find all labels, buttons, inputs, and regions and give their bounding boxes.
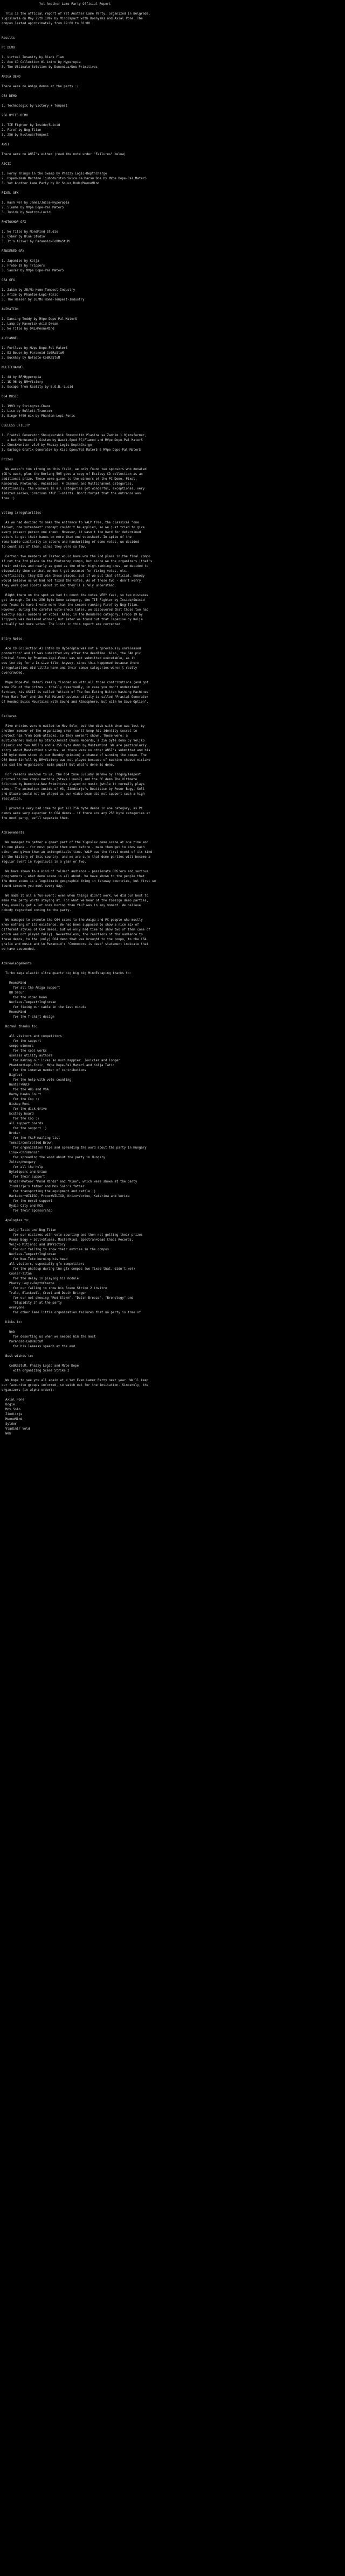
report-line: "Stupidity 3" at the party [2, 1301, 62, 1305]
report-line [2, 99, 343, 104]
report-line [2, 1374, 343, 1378]
report-line: 3. No Title by ONL/MeoneMind [2, 327, 54, 331]
report-line: Additionally, the winners in all categories got wonderful, exceptional, very [2, 487, 145, 491]
report-line [2, 957, 343, 962]
report-line: C64 GFX [2, 279, 15, 282]
report-line: Solution by Demonica-New Primitives played no music (while it normally plays [2, 783, 145, 786]
report-line: remarkable similarity in colors and handwriting of some votes, we decided [2, 541, 139, 544]
report-line: MeoneMind [2, 1418, 23, 1421]
report-line: if not the 3rd place in the Photoshop compo, but since we the organizers (that's [2, 560, 153, 563]
report-line: their entries and nearly as good as the other high-ranking ones, we decided to [2, 565, 149, 568]
report-line: of Wooded Swiss Mountains with Sound and Atmosphere, but with No Save Option". [2, 701, 149, 704]
report-line: found someone you meet every day. [2, 885, 64, 888]
report-line: resolution. [2, 797, 23, 801]
report-line: multichannel module by Stanx/Joncat Chaos Records, a 256 byte demo by Veljko [2, 739, 145, 743]
report-line: Sylder [2, 1423, 17, 1426]
report-line: Mov Solo [2, 1408, 20, 1411]
report-line: Zindiirje's father and Mov Solo's father [2, 1185, 85, 1188]
report-line: 256 byte demo stood it our Bunddy opinion) a chance of winning the compo. The [2, 754, 147, 757]
report-line: There were no Amiga demos at the party :( [2, 85, 79, 88]
report-line: make the party worth staying at. For what we hear of the foreign demo parties, [2, 899, 149, 902]
report-line: organizers (in alpha order): [2, 1389, 54, 1392]
report-line [2, 1030, 343, 1034]
report-line: For reasons unknown to us, the C64 tune Lullaby Bennko by Trogog/Tempest [2, 773, 141, 776]
report-line [2, 1393, 343, 1398]
report-line: 2. Ace CD Collection #1 intro by Hyperopia [2, 61, 81, 64]
report-line: 3. It's Alive! by Paranoid-CoBRaStuM [2, 240, 70, 243]
report-line: C64 MUSIC [2, 395, 19, 398]
report-line: for organization tips and spreading the word about the party in Hungary [2, 1146, 147, 1150]
report-line: they usually get a lot more boring than YALP was in any moment. We believe [2, 904, 141, 907]
report-line: for spreading the word about the party in Hungary [2, 1156, 105, 1159]
report-line [2, 802, 343, 807]
report-line: other and given them an unforgettable time. YALP was the first event of its kind [2, 851, 153, 854]
report-line: for transporting the equipment and cattle :) [2, 1190, 96, 1193]
report-line: got through. In the 256 Byte Demo category, the TIE Fighter by Inside/Suicid [2, 599, 145, 602]
report-line: for the cool works [2, 1049, 47, 1053]
report-line: 1. Japanise by Kolja [2, 260, 39, 263]
report-line: Apologies to: [2, 1219, 30, 1222]
report-line: another member of the organizing crew (we'll keep his identity secret to [2, 730, 137, 733]
report-line: for their support [2, 1175, 45, 1179]
report-line [2, 419, 343, 424]
report-line: production" and it was submitted way after the deadline. Also, the 64K pic [2, 652, 141, 655]
report-line: Tomcat/Controlled Brown [2, 1142, 53, 1145]
report-line: Failures [2, 715, 17, 718]
report-line: Rendered, Photoshop, Animation, 4 Channel and Multichannel categories. [2, 482, 134, 486]
report-line: Certain two members of Tastec would have won the 2nd place in the final compo [2, 555, 150, 558]
report-line: 2. Lise by Bullett-Transcom [2, 410, 53, 413]
report-line: 256 BYTES DEMO [2, 114, 28, 117]
report-line [2, 768, 343, 773]
report-line [2, 501, 343, 506]
report-line: overcrowded. [2, 671, 24, 675]
report-line [2, 821, 343, 826]
report-line: AMIGA DEMO [2, 75, 20, 79]
report-line [2, 705, 343, 710]
report-line [2, 7, 343, 12]
report-line: exactly equal numbers of votes. Also, in the Rendered category, Frobo 19 by [2, 613, 143, 617]
report-line: 2. Cyber by Blue Studio [2, 235, 45, 239]
report-line: Web [2, 1432, 11, 1436]
report-line: Bigfoot [2, 1074, 23, 1077]
report-line: ANIMATION [2, 308, 19, 311]
report-line: for our mistakes with vote-counting and then not getting their prizes [2, 1234, 143, 1237]
report-line: for the delay in playing his module [2, 1277, 79, 1280]
report-line: grafix and music and to Paranoid's "Commodore is dead" statement indicate that [2, 943, 149, 946]
report-line: knew nothing of its existence. We had been supposed to show a nice mix of [2, 923, 139, 927]
report-line [2, 274, 343, 278]
report-line: for his lameass speech at the end [2, 1345, 75, 1348]
report-line: sorry about MasterMind's works, as there were no other ANSI's submitted and his [2, 749, 150, 752]
report-line: 1. Wash Me? by James/Juice-Hyperopia [2, 201, 70, 205]
report-line: Achievements [2, 831, 24, 835]
report-line: disqualify them so that we don't get accused for fixing votes, etc. [2, 570, 128, 573]
report-line: additional prize. These were given to the winners of the PC Demo, Pixel, [2, 478, 137, 481]
report-line: compo winners [2, 1045, 34, 1048]
report-line: programmers - what demo scene is all about. We have shown to the people that [2, 875, 145, 878]
report-line [2, 400, 343, 404]
report-line: the next party, we'll separate them. [2, 817, 70, 820]
report-line: protect him from bomb-attacks, so they weren't shown. These were: a [2, 734, 128, 738]
report-line [2, 1359, 343, 1364]
report-line: for the support [2, 1040, 42, 1043]
report-line: limited series, precious YALP T-shirts. Don't forget that the entrance was [2, 492, 141, 495]
report-line: for the 486 and VGA [2, 1088, 49, 1091]
report-line [2, 516, 343, 521]
report-line: for their sponsorship [2, 1209, 53, 1213]
report-line: CoBRaStuM, Phazzy Logic and MVpe Dope [2, 1364, 79, 1368]
report-line: Mydia City and KCU [2, 1205, 43, 1208]
report-line: As we had decided to make the entrance to YALP free, the classical "one [2, 521, 139, 524]
report-line: 3. Saucer by MVpe Dope-Pal MaterS [2, 269, 64, 272]
report-line: would believe us we had not fixed the votes. As of those two - don't worry [2, 579, 141, 583]
report-line: Voting irregularities [2, 512, 42, 515]
report-line: voters to get their hands on more than one votesheet. In spite of the [2, 536, 132, 539]
report-line: I proved a very bad idea to put all 256 byte demos in one category, as PC [2, 807, 143, 810]
report-line: for the help with vote counting [2, 1079, 72, 1082]
report-line [2, 642, 343, 647]
report-line: Trald, Blackwell, Crest and Death Bringer [2, 1292, 87, 1295]
report-line: nobody regretted coming to the party. [2, 909, 72, 912]
report-line: Web [2, 1331, 15, 1334]
report-line: MULTICHANNEL [2, 366, 24, 369]
report-line: for all the Amiga support [2, 986, 60, 990]
report-line [2, 303, 343, 307]
report-line: Orbital Forms by Phantom-Lepi-Fonic was not submitted executable, as it [2, 657, 135, 660]
report-line: for our not showing "Red Storm", "Dutch Breeze", "Brenology" and [2, 1297, 134, 1300]
report-line: to count all of them, since they were so few. [2, 545, 87, 549]
report-line [2, 148, 343, 152]
report-line: which was not played fully). Nevertheless, the reactions of the audience to [2, 933, 143, 936]
report-line: Linux-Chromancer [2, 1151, 39, 1154]
report-line [2, 41, 343, 46]
report-line: From Mars Two" and the Pal MaterS'useless utility is called "Fractal Generator [2, 696, 149, 699]
report-line: PIXEL GFX [2, 192, 19, 195]
report-line: Normal thanks to: [2, 1025, 38, 1028]
report-line: MVpe Dope-Pal MaterS really flooded us with all those contributions (and got [2, 681, 149, 684]
report-line: irregularities did little harm and their compo categories weren't really [2, 667, 137, 670]
report-line: they were good sports about it and they'll surely understand. [2, 584, 116, 587]
report-line: 1. 1993 by String+ex-Chaos [2, 405, 51, 408]
report-line: demos were very superior to C64 demos - if there are any 256 byte categories at [2, 812, 150, 815]
report-line: in one place - for most people them even before - made them get to know each [2, 846, 145, 849]
report-line: We have shown to a kind of "older" audience - passionate BBS'ers and serious [2, 870, 149, 873]
report-line: 3. Inside by Neutron-Lucid [2, 211, 51, 214]
report-line: some 25x of the prizes - totally deservedly, in case you don't understand [2, 686, 139, 689]
report-line: for Neo-Toto burning his head [2, 1258, 68, 1261]
report-line: Broker [2, 1132, 20, 1135]
report-line [2, 676, 343, 681]
report-line: for the moral support [2, 1200, 53, 1203]
report-line: Harkator+WILIGO, Prooo+WILIGO, Krizo+Vortex, Katarina and Verica [2, 1195, 130, 1198]
report-line [2, 710, 343, 715]
report-line [2, 31, 343, 36]
report-line: RENDERED GFX [2, 250, 24, 253]
report-line [2, 865, 343, 870]
report-line [2, 627, 343, 632]
report-line: Best wishes to: [2, 1355, 34, 1358]
report-line [2, 550, 343, 555]
report-line: Bytetopers and Uriwo [2, 1171, 47, 1174]
report-line [2, 167, 343, 172]
report-line [2, 1349, 343, 1354]
report-line [2, 463, 343, 467]
report-line: We hope to see you all again at N Yet Even Lamer Party next year. We'll keep [2, 1379, 149, 1382]
report-line: 1. Jakim by JB/Mo Home-Tempest-Industry [2, 289, 75, 292]
report-line: (CD's each, plus the Borlang 505 gave a copy of Ecstasy CD collection as an [2, 473, 143, 476]
report-line: 1. No Title by MoneMind Studio [2, 230, 58, 234]
report-line: Nucleus-Tempest+Inglorean [2, 1001, 57, 1004]
report-line: for the YALP mailing list [2, 1137, 60, 1140]
report-line [2, 429, 343, 433]
report-line: for all the help [2, 1166, 43, 1169]
report-line [2, 51, 343, 55]
report-line [2, 836, 343, 841]
report-line: 3. The Healer by JB/Mo Home-Tempest-Industry [2, 298, 85, 302]
report-line: There were no ANSI's either (read the note under "Failures" below) [2, 153, 126, 156]
report-line: MeoneMind [2, 982, 26, 985]
report-line: a bet Monucenoll Sistem by Wasdi-Sped PC/Flamed and MVpe Dope-Pal MaterS [2, 439, 143, 442]
report-line: PC DEMO [2, 46, 15, 50]
report-line: Power Bogy + Sell+Stuara, MasterMind, Spectran+Dead Chaos Records, [2, 1238, 134, 1242]
report-line [2, 70, 343, 75]
report-line: 2. Hyped-Yeah Machine ljubodvrstvo Skica na Marsu Doe by MVpe Dope-Pal MaterS [2, 177, 147, 180]
report-line [2, 1325, 343, 1330]
report-line: for other lame little organization failures that no party is free of [2, 1311, 141, 1314]
report-line [2, 913, 343, 918]
report-line: for making our lives so much happier. Jovicier and longer [2, 1059, 120, 1062]
report-line: we have succeeded. [2, 948, 36, 951]
report-line: Prizes [2, 458, 13, 461]
report-line: for the photoup during the gfx compos (we fixed that, didn't we?) [2, 1268, 135, 1271]
report-line: Results [2, 37, 15, 40]
report-line: USELESS UTILITY [2, 424, 30, 428]
report-line: for the Cop :) [2, 1117, 39, 1121]
report-line [2, 453, 343, 458]
report-line: MeoneMind [2, 1011, 26, 1014]
report-line: Phantom+Lepi-Fonic, MVpe Dope-Pal MaterS and Kolja Tatic [2, 1064, 115, 1067]
report-line: 3. 256 by Nucleus/Tempest [2, 134, 49, 137]
report-line: everyone [2, 1306, 24, 1310]
report-line [2, 361, 343, 366]
report-line [2, 196, 343, 201]
report-line [2, 889, 343, 894]
report-line: Five entries were e-mailed to Mov Solo, but the disk with them was lost by [2, 725, 145, 728]
report-line: 2. E2 Beuer by Paranoid-CoBRaStuM [2, 352, 64, 355]
report-line: 1. Fortless by MVpe Dope-Pal MaterS [2, 347, 68, 350]
report-line [2, 967, 343, 971]
report-line: Ecstasy board [2, 1112, 34, 1116]
report-line: Harmy Hawks Court [2, 1093, 42, 1096]
report-line: for the support :) [2, 1127, 47, 1130]
report-line [2, 186, 343, 191]
report-line: for the T-shirt design [2, 1016, 54, 1019]
report-line [2, 632, 343, 637]
report-line [2, 826, 343, 831]
report-line [2, 157, 343, 162]
report-line [2, 1020, 343, 1025]
report-line: every present person one sheet. However, it wasn't too hard for determined [2, 531, 141, 534]
report-line: However, during the careful vote-check later, we discovered that those two had [2, 608, 149, 612]
report-line: ANSI [2, 143, 9, 146]
report-line: 1. 48 by BF/Hyperopia [2, 376, 42, 379]
report-line: these demos, to the (only) C64 demo that was brought to the compo, to the C64 [2, 938, 147, 941]
report-line: 3. Escape from Reality by B.O.B.-Lucid [2, 386, 73, 389]
report-line: for the video beam [2, 996, 47, 999]
report-line: with organizing Scene Strike 2 [2, 1369, 70, 1373]
report-line: compos lasted approximately from 19:00 to 01:00. [2, 22, 92, 25]
report-line: for the Cop :) [2, 1098, 39, 1101]
report-line [2, 589, 343, 593]
report-line [2, 138, 343, 143]
report-line: Hunter+WGCF [2, 1083, 30, 1087]
report-line: for fixing our cable in the last minute [2, 1006, 87, 1009]
report-line: 3. Bingo 4490 mix by Phantom-Lepi-Fonic [2, 415, 75, 418]
report-line [2, 390, 343, 395]
report-line: 2. Frobo 19 by Trippers [2, 264, 45, 268]
report-line [2, 1214, 343, 1219]
report-line: We managed to gather a great part of the Yugoslav demo scene at one time and [2, 841, 149, 844]
report-line: Phazzy Logic-DepthCharge [2, 1282, 54, 1285]
report-line: 3. The Ultimate Solution by Demonica/New Primitives [2, 66, 98, 69]
report-line: for the disk drive [2, 1108, 47, 1111]
report-line: Acknowledgements [2, 962, 32, 965]
report-line: different styles of C64 demos, but we only had time to show two of them (one of [2, 928, 150, 932]
report-line: 2. Lamp by Maverick-Acid Dream [2, 323, 58, 326]
report-line: 2. CheckMonitor v3.0 by Phazzy Logic-DepthCharge [2, 444, 92, 447]
report-line: Paranoid-CoBRaStuM [2, 1340, 43, 1343]
report-line: for our failing to show their entries in the compos [2, 1248, 109, 1251]
report-line: actually had more votes. The lists in this report are corrected. [2, 623, 122, 626]
report-line: Yugoslavia on May 25th 1997 by MindImpact with Bosnyaks and Axial Pone. The [2, 17, 143, 20]
report-line [2, 254, 343, 259]
report-line: Zindiirje [2, 1413, 23, 1416]
report-line: Axial Pone [2, 1398, 24, 1402]
report-line: all support boards [2, 1122, 43, 1125]
report-line [2, 976, 343, 981]
report-line: Ace CD Collection #1 Intro by Hyperopia was not a "previously unreleased [2, 647, 141, 650]
report-line: Serbian, his ASCII is called "Attack of The Sex-Eating Bitten Washing Machines [2, 691, 149, 694]
report-line: 1. Technologic by Victory + Tempest [2, 104, 68, 108]
report-line: free :) [2, 497, 15, 500]
report-line: Yet Another Lame Party Official Report [2, 3, 111, 6]
report-line [2, 719, 343, 724]
report-line: was too big for a 1x-size file. Anyway, since this happened because there [2, 662, 139, 665]
report-line: Veljko Mitjanic and BM+Victory [2, 1243, 66, 1247]
report-line: We managed to promote the C64 scene to the Amiga and PC people who mostly [2, 919, 143, 922]
report-line: for our failing to show his Scene Strike 2 invitro [2, 1287, 107, 1290]
report-line: Rijanic and two ANSI's and a 256 byte demo by MasterMind. We are particularly [2, 744, 147, 747]
report-line [2, 118, 343, 123]
report-line: Bishop Rovi [2, 1103, 30, 1106]
report-line: 1. Horny Things in the Swamp by Phazzy Logic-DepthCharge [2, 172, 107, 176]
report-line: for the immense number of contributions [2, 1069, 87, 1072]
report-line: Nucleus-Tempest+Inglorean [2, 1253, 57, 1256]
report-line: 2. Slumme by MVpe Dope-Pal MaterS [2, 206, 64, 209]
report-line: for deserting us when we needed him the most [2, 1335, 96, 1339]
report-line: 2. Krize by Phantom-Lepi-Fonic [2, 293, 58, 297]
report-line: Unofficially, they DID win those places, but if we put that official, nobody [2, 575, 145, 578]
report-line: and Stuara could not be played as our video beam did not support such a high [2, 793, 145, 796]
report-line: our favourite groups informed, so watch out for the invitation. Sincerely, the [2, 1384, 149, 1387]
report-line: 1. Fraktal Generator Shou(kurshik Shmuvnitih Plasina sa Zadnim 1.0)mnsformer, [2, 434, 147, 437]
report-line: PHOTOSHOP GFX [2, 221, 26, 224]
report-line: 1. Virtual Insanity by Black Flam [2, 56, 64, 59]
report-line: printed on one compo machine (Steve Lines?) and the PC demo The Ultimate [2, 778, 137, 781]
report-line: ticket, one votesheet" concept couldn't be applied, so we just tried to give [2, 526, 145, 529]
report-line: 2. Firef by Neg-Titan [2, 129, 42, 132]
report-line: all visitors and competitors [2, 1035, 62, 1038]
report-line: 1. Dancing Teddy by MVpe Dope-Pal MaterS [2, 318, 77, 321]
report-line [2, 109, 343, 114]
report-line: Kicks to: [2, 1321, 23, 1324]
report-line: all visitors, especially gfx competitors [2, 1263, 85, 1266]
report-line [2, 26, 343, 31]
report-line [2, 312, 343, 317]
report-line: 3. Yet Another Lame Party by Dr Snuuz Rods/MeoneMind [2, 182, 100, 185]
report-line: 2. 1K 96 by BM+Victory [2, 381, 43, 384]
report-line: some). The animation inside of #3, Zindiirje's Beatitium by Power Bogy, Sell [2, 788, 145, 791]
report-line: 1. TIE Fighter by Inside/Suicid [2, 124, 60, 127]
report-line [2, 283, 343, 288]
report-line [2, 370, 343, 375]
report-line [2, 244, 343, 249]
report-line: We weren't too strong on this field, we only found two sponsors who donated [2, 468, 147, 471]
report-line: the demo scene is a legitimate geographic thing in faraway countries, but first we [2, 880, 156, 883]
report-line [2, 332, 343, 337]
report-line: Kruzer+Meteor "Mond Minds" and "Mine", which were shown at the party [2, 1180, 137, 1184]
report-line: BB Secur [2, 991, 24, 995]
report-line: C64 DEMO [2, 95, 17, 98]
report-line [2, 341, 343, 346]
report-line: Bogie [2, 1403, 15, 1406]
report-line: Vladimir Vold [2, 1427, 30, 1431]
report-line: Right there on the spot we had to count the votes VERY fast, so two mistakes [2, 594, 149, 597]
report-line: We made it all a fun-event: even when things didn't work, we did our best to [2, 894, 149, 898]
report-line: in the history of this country, and we are sure that demo parties will become a [2, 856, 150, 859]
report-line: useless utility authors [2, 1054, 53, 1058]
report-line: 3. Buckhay by NoTaste-CoBRaStuM [2, 356, 60, 360]
report-line: 3. Garbage Grafix Generator by Kiss Qpex/Pal MaterS & MVpe Dope-Pal MaterS [2, 449, 141, 452]
report-line: Trippers was declared winner, but later we found out that Japanise by Kolja [2, 618, 143, 621]
report-line: Zoltan/Hungary [2, 1161, 36, 1164]
report-line: (as sad the organizers' main pupil! But what's done is done. [2, 764, 115, 767]
report-line: Entry Notes [2, 638, 23, 641]
report-line: Kolja Tatic and Neg-Titan [2, 1229, 57, 1232]
report-line [2, 1315, 343, 1320]
report-line [2, 89, 343, 94]
report-line: Turbo mega elastic ultra quartz big big big MindEscaping thanks to: [2, 972, 132, 975]
report-line [2, 952, 343, 957]
report-line: 4 CHANNEL [2, 337, 19, 340]
report-line: was found to have 1 vote more than the second-ranking Firef by Neg-Titan. [2, 604, 139, 607]
report-line: This is the official report of Yet Another Lame Party, organized in Belgrade, [2, 12, 150, 16]
report-line [2, 225, 343, 230]
report-line [2, 1223, 343, 1228]
report-line: Cooler-Titan [2, 1272, 32, 1276]
report-line: C64 Demo Sinfull by BM+Victory was not played because of machine-choose mistake [2, 759, 150, 762]
report-line: regular event in Yugoslavia in a year or two. [2, 860, 87, 864]
report-line [2, 215, 343, 220]
report-line [2, 80, 343, 85]
report-line [2, 506, 343, 511]
report-line: ASCII [2, 163, 11, 166]
